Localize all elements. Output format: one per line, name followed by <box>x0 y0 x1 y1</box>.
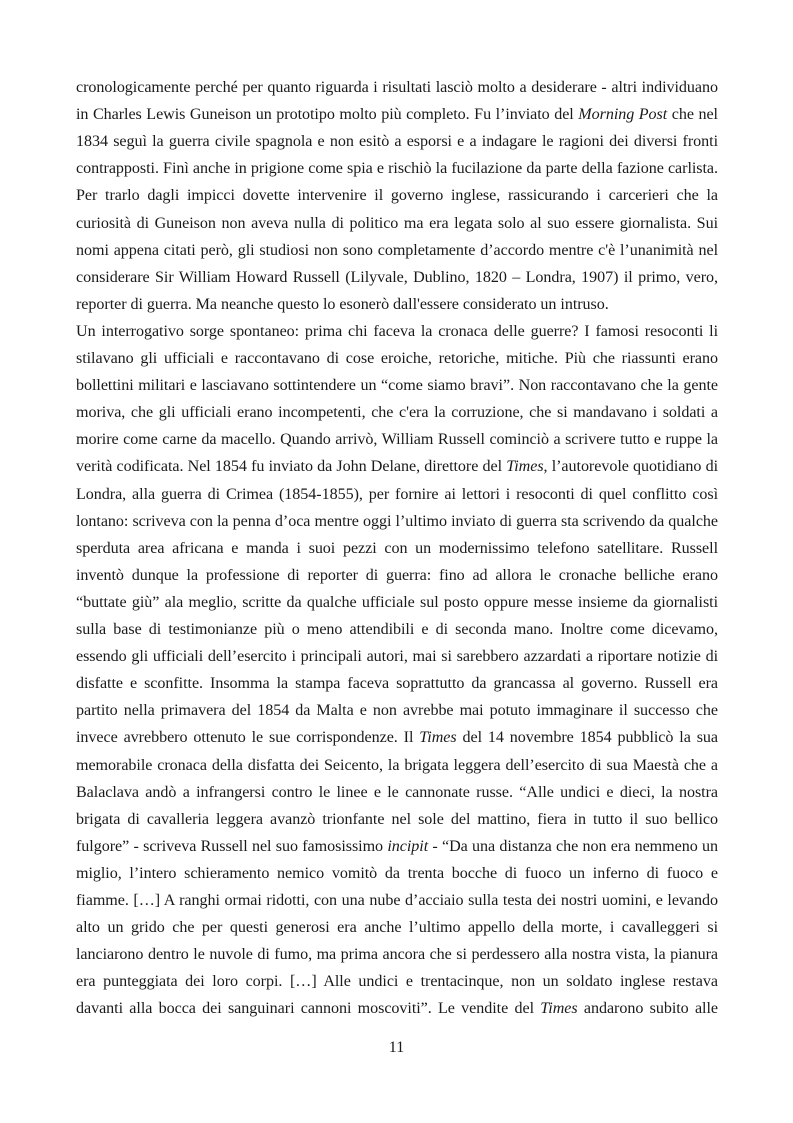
italic-title: Times <box>540 1000 578 1018</box>
page-number: 11 <box>388 1039 405 1056</box>
text-span: Londra, alla guerra di Crimea (1854-1855), per fornire ai lettori i resoconti di quel conflitto così <box>76 485 718 503</box>
text-line <box>76 186 718 206</box>
text-line <box>76 891 718 911</box>
text-line <box>76 810 718 830</box>
text-span: alto un grido che per questi generosi era anche l’ultimo appello della morte, i cavalleggeri si <box>76 919 718 937</box>
text-span: moriva, che gli ufficiali erano incompetenti, che c'era la corruzione, che si mandavano i soldati a <box>76 404 718 422</box>
text-line <box>76 837 718 857</box>
text-line <box>76 430 718 450</box>
text-line <box>76 457 718 477</box>
text-line <box>76 999 718 1019</box>
text-span: contrapposti. Finì anche in prigione come spia e rischiò la fucilazione da parte della fazione carlista. <box>76 160 718 178</box>
text-span: nomi appena citati però, gli studiosi non sono completamente d’accordo mentre c'è l’unanimità nel <box>76 241 718 259</box>
text-line <box>76 376 718 396</box>
text-line <box>76 728 718 748</box>
text-span: stilavano gli ufficiali e raccontavano di cose eroiche, retoriche, mitiche. Più che riassunti erano <box>76 350 718 367</box>
text-line <box>76 756 718 776</box>
text-line <box>76 322 718 342</box>
text-span: partito nella primavera del 1854 da Malta e non avrebbe mai potuto immaginare il successo che <box>76 702 718 720</box>
text-line <box>76 701 718 721</box>
text-span: sulla base di testimonianze più o meno attendibili e di seconda mano. Inoltre come dicevamo, <box>76 621 718 638</box>
text-line <box>76 349 718 369</box>
text-span: in Charles Lewis Guneison un prototipo molto più completo. Fu l’inviato del <box>76 106 579 124</box>
text-span: considerare Sir William Howard Russell (Lilyvale, Dublino, 1820 – Londra, 1907) il primo, vero, <box>76 268 718 286</box>
text-span: Un interrogativo sorge spontaneo: prima chi faceva la cronaca delle guerre? I famosi resoconti li <box>76 322 718 340</box>
text-span: verità codificata. Nel 1854 fu inviato da John Delane, direttore del <box>76 458 507 476</box>
text-span: fiamme. […] A ranghi ormai ridotti, con una nube d’acciaio sulla testa dei nostri uomini, e levando <box>76 892 718 909</box>
text-line <box>76 945 718 965</box>
text-line <box>76 674 718 694</box>
text-line <box>76 918 718 938</box>
text-span: memorabile cronaca della disfatta dei Seicento, la brigata leggera dell’esercito di sua Maestà che a <box>76 756 718 774</box>
text-span: che nel <box>667 106 718 124</box>
text-span: , l’autorevole quotidiano di <box>543 458 718 476</box>
text-line <box>76 485 718 505</box>
text-span: lanciarono dentro le nuvole di fumo, ma prima ancora che si perdessero alla nostra vista, la pianura <box>76 946 718 964</box>
text-span: del 14 novembre 1854 pubblicò la sua <box>456 729 718 747</box>
text-line <box>76 783 718 803</box>
text-line <box>76 647 718 667</box>
text-line <box>76 241 718 261</box>
text-span: bollettini militari e lasciavano sottintendere un “come siamo bravi”. Non raccontavano che la gente <box>76 377 718 395</box>
text-line <box>76 268 718 288</box>
text-span: davanti alla bocca dei sanguinari cannoni moscoviti”. Le vendite del <box>76 1000 541 1018</box>
text-span: fulgore” - scriveva Russell nel suo famosissimo <box>76 837 388 855</box>
text-line <box>76 214 718 234</box>
text-line <box>76 620 718 640</box>
text-span: disfatte e sconfitte. Insomma la stampa faceva soprattutto da grancassa al governo. Russell era <box>76 675 718 693</box>
text-span: essendo gli ufficiali dell’esercito i principali autori, mai si sarebbero azzardati a riportare notizie di <box>76 648 718 666</box>
text-span: inventò dunque la professione di reporter di guerra: fino ad allora le cronache belliche erano <box>76 566 718 584</box>
text-line <box>76 78 718 98</box>
text-span: - “Da una distanza che non era nemmeno un <box>428 837 718 855</box>
text-line <box>76 539 718 559</box>
text-span: Per trarlo dagli impicci dovette intervenire il governo inglese, rassicurando i carcerieri che la <box>76 187 718 205</box>
italic-title: Times <box>506 458 544 476</box>
text-line <box>76 972 718 992</box>
text-span: invece avrebbero ottenuto le sue corrispondenze. Il <box>76 729 420 747</box>
text-span: cronologicamente perché per quanto riguarda i risultati lasciò molto a desiderare - altri individuano <box>76 79 718 96</box>
italic-title: Morning Post <box>578 106 668 124</box>
text-line <box>76 593 718 613</box>
text-span: lontano: scriveva con la penna d’oca mentre oggi l’ultimo inviato di guerra sta scrivendo da qualche <box>76 512 718 530</box>
text-span: miglio, l’intero schieramento nemico vomitò da trenta bocche di fuoco un inferno di fuoco e <box>76 864 718 882</box>
text-line <box>76 864 718 884</box>
italic-title: Times <box>419 729 457 747</box>
text-span: “buttate giù” ala meglio, scritte da qualche ufficiale sul posto oppure messe insieme da giornalisti <box>76 593 718 611</box>
text-span: reporter di guerra. Ma neanche questo lo esonerò dall'essere considerato un intruso. <box>76 295 609 313</box>
text-span: 1834 seguì la guerra civile spagnola e non esitò a esporsi e a indagare le ragioni dei diversi fronti <box>76 133 718 151</box>
text-span: era punteggiata dei loro corpi. […] Alle undici e trentacinque, non un soldato inglese restava <box>76 973 718 991</box>
text-line <box>76 159 718 179</box>
text-span: morire come carne da macello. Quando arrivò, William Russell cominciò a scrivere tutto e ruppe la <box>76 431 718 449</box>
text-line <box>76 295 718 315</box>
text-span: Balaclava andò a infrangersi contro le linee e le cannonate russe. “Alle undici e dieci, la nostra <box>76 783 718 801</box>
text-line <box>76 132 718 152</box>
italic-title: incipit <box>387 837 429 855</box>
text-line <box>76 105 718 125</box>
text-line <box>76 566 718 586</box>
text-span: curiosità di Guneison non aveva nulla di politico ma era legata solo al suo essere giornalista. Sui <box>76 214 718 232</box>
text-span: sperduta area africana e manda i suoi pezzi con un modernissimo telefono satellitare. Russell <box>76 539 718 557</box>
text-span: andarono subito alle <box>577 1000 718 1018</box>
text-span: brigata di cavalleria leggera avanzò trionfante nel sole del mattino, fiera in tutto il suo bellico <box>76 810 718 828</box>
text-line <box>76 512 718 532</box>
text-line <box>76 403 718 423</box>
